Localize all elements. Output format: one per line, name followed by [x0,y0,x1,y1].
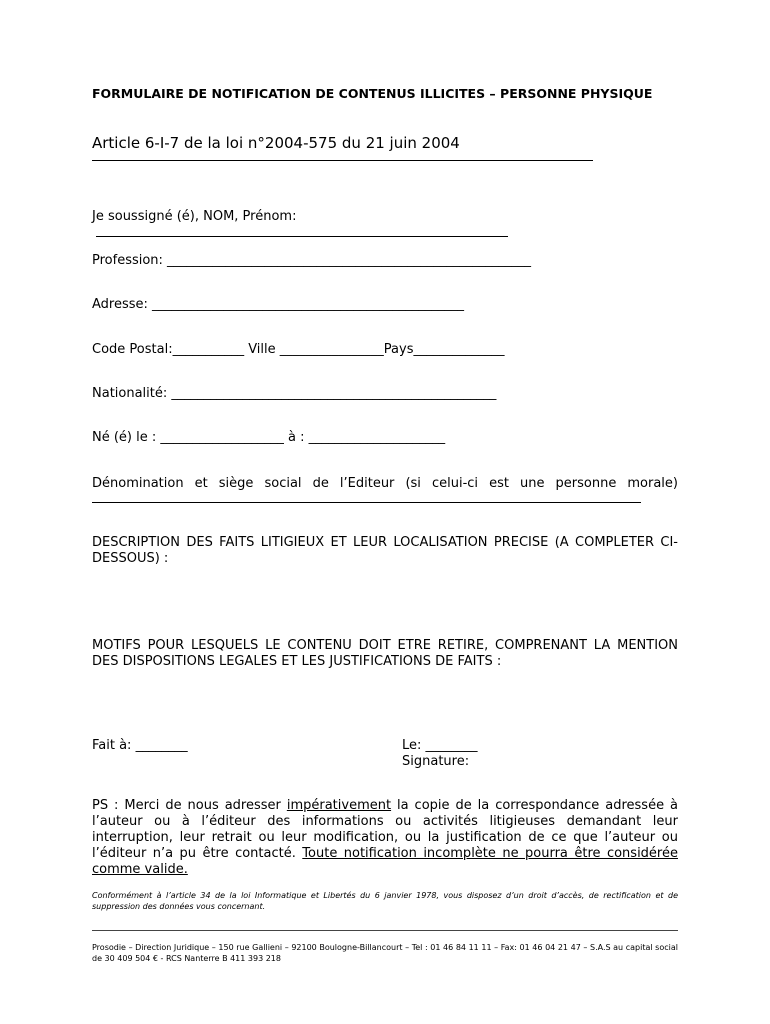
reasons-heading: MOTIFS POUR LESQUELS LE CONTENU DOIT ETRE RETIRE, COMPRENANT LA MENTION DES DISPOSITIONS LEGALES ET LES JUSTIFICATIONS DE FAITS : [92,638,678,669]
date-field[interactable]: Le: ________ [402,738,478,753]
ps-emphasis: impérativement [286,798,392,813]
article-underline [92,160,593,161]
postal-city-country-fields[interactable]: Code Postal:___________ Ville ________________Pays______________ [92,342,505,357]
name-field-label: Je soussigné (é), NOM, Prénom: [92,209,297,224]
ps-text-start: PS : Merci de nous adresser [92,798,287,813]
editor-field-label: Dénomination et siège social de l’Editeur (si celui-ci est une personne morale) [92,476,678,491]
ps-note [92,798,678,878]
birth-date-place-field[interactable]: Né (é) le : ___________________ à : _____________________ [92,430,446,445]
address-field[interactable]: Adresse: ________________________________________________ [92,297,465,312]
name-field-line[interactable] [96,236,508,237]
ps-warning: Toute notification incomplète ne pourra être considérée comme valide. [92,846,678,877]
form-title: FORMULAIRE DE NOTIFICATION DE CONTENUS ILLICITES – PERSONNE PHYSIQUE [92,86,653,101]
description-heading: DESCRIPTION DES FAITS LITIGIEUX ET LEUR LOCALISATION PRECISE (A COMPLETER CI-DESSOUS) : [92,535,678,566]
signature-label: Signature: [402,754,470,769]
fait-a-field[interactable]: Fait à: ________ [92,738,188,753]
footer-divider [92,930,678,931]
editor-field-line[interactable] [92,502,641,503]
profession-field[interactable]: Profession: ________________________________________________________ [92,253,532,268]
legal-notice: Conformément à l’article 34 de la loi Informatique et Libertés du 6 janvier 1978, vous disposez d’un droit d’accès, de rectification et de suppression des données vous concernant. [92,891,678,911]
nationality-field[interactable]: Nationalité: __________________________________________________ [92,386,497,401]
ps-text-body: la copie de la correspondance adressée à l’auteur ou à l’éditeur des informations ou activités litigieuses demandant leur interruption, leur retrait ou leur modification, ou la justification de ce que l’auteur ou l’éditeur n’a pu être contacté. [92,798,678,861]
law-article-reference: Article 6-I-7 de la loi n°2004-575 du 21 juin 2004 [92,134,460,152]
company-footer: Prosodie – Direction Juridique – 150 rue Gallieni – 92100 Boulogne-Billancourt – Tel : 01 46 84 11 11 – Fax: 01 46 04 21 47 – S.A.S au capital social de 30 409 504 € - RCS Nanterre B 411 393 218 [92,943,678,963]
